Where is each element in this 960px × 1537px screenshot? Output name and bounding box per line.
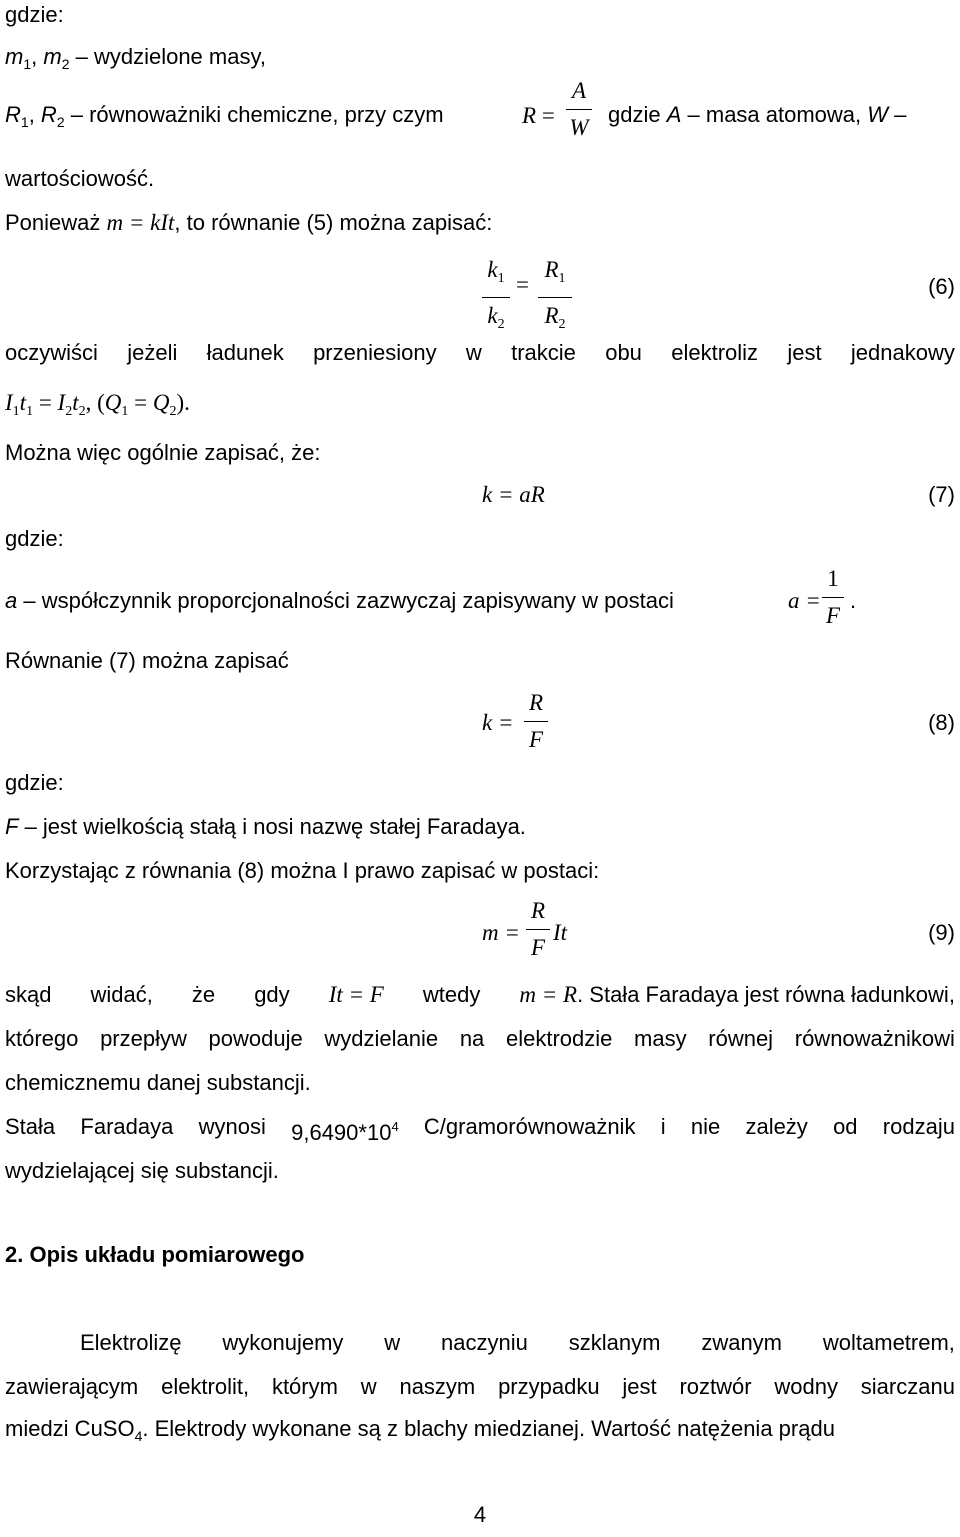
masses-definition: $m_1$, $m_2$ – wydzielone masy, (5, 44, 266, 72)
chemical-substance: chemicznemu danej substancji. (5, 1070, 311, 1095)
equation-number-9: (9) (928, 920, 955, 945)
fraction-R-over-F-2: R F (526, 898, 550, 961)
section-heading: 2. Opis układu pomiarowego (5, 1242, 305, 1267)
valence-word: wartościowość. (5, 166, 155, 191)
since-statement: Ponieważ m = kIt, to równanie (5) można zapisać: (5, 210, 493, 235)
faraday-consequence: skąd widać, że gdy It = F wtedy m = R. Stała Faradaya jest równa ładunkowi, (5, 982, 955, 1007)
equation-number-6: (6) (928, 274, 955, 299)
charge-statement: oczywiści jeżeli ładunek przeniesiony w trakcie obu elektroliz jest jednakowy (5, 340, 955, 365)
fraction-k1-k2: $k_1$ $k_2$ (482, 257, 510, 338)
eq9-It: It (553, 920, 568, 945)
label-gdzie-1: gdzie: (5, 2, 64, 27)
eq8-k-equals: k = (482, 710, 514, 735)
fraction-A-over-W: A W (566, 78, 592, 141)
fraction-1-over-F: 1 F (822, 566, 844, 629)
equation-7: k = aR (482, 482, 545, 507)
label-gdzie-2: gdzie: (5, 526, 64, 551)
equation-7-rewrite: Równanie (7) można zapisać (5, 648, 289, 673)
first-law-statement: Korzystając z równania (8) można I prawo zapisać w postaci: (5, 858, 600, 883)
general-statement: Można więc ogólnie zapisać, że: (5, 440, 321, 465)
charge-equality-formula: $I_1t_1 = I_2t_2$, $(Q_1 = Q_2)$. (5, 390, 190, 419)
equation-number-7: (7) (928, 482, 955, 507)
page-number: 4 (473, 1502, 487, 1527)
eq9-m-equals: m = (482, 920, 520, 945)
period: . (850, 588, 857, 613)
fraction-R-over-F: R F (524, 690, 548, 753)
equivalents-definition: $R_1$, $R_2$ – równoważniki chemiczne, przy czym (5, 102, 444, 130)
atomic-mass-note: gdzie A – masa atomowa, W – (608, 102, 907, 127)
paragraph-line-3: miedzi CuSO$_4$. Elektrody wykonane są z blachy miedzianej. Wartość natężenia prądu (5, 1416, 835, 1444)
substance-dependency: wydzielającej się substancji. (5, 1158, 279, 1183)
label-gdzie-3: gdzie: (5, 770, 64, 795)
paragraph-line-1: Elektrolizę wykonujemy w naczyniu szklanym zwanym woltametrem, (80, 1330, 955, 1355)
paragraph-line-2: zawierającym elektrolit, którym w naszym przypadku jest roztwór wodny siarczanu (5, 1374, 955, 1399)
eq6-equals: = (516, 272, 529, 297)
fraction-R1-R2: $R_1$ $R_2$ (538, 257, 572, 338)
flow-statement: którego przepływ powoduje wydzielanie na elektrodzie masy równej równoważnikowi (5, 1026, 955, 1051)
faraday-value: Stała Faradaya wynosi $9,6490*10^4$ C/gramorównoważnik i nie zależy od rodzaju (5, 1114, 955, 1145)
formula-R-eq: R = (522, 103, 555, 128)
faraday-definition: F – jest wielkością stałą i nosi nazwę stałej Faradaya. (5, 814, 526, 839)
equation-number-8: (8) (928, 710, 955, 735)
coefficient-definition: a – współczynnik proporcjonalności zazwyczaj zapisywany w postaci (5, 588, 674, 613)
formula-a-eq: a = (788, 588, 821, 613)
